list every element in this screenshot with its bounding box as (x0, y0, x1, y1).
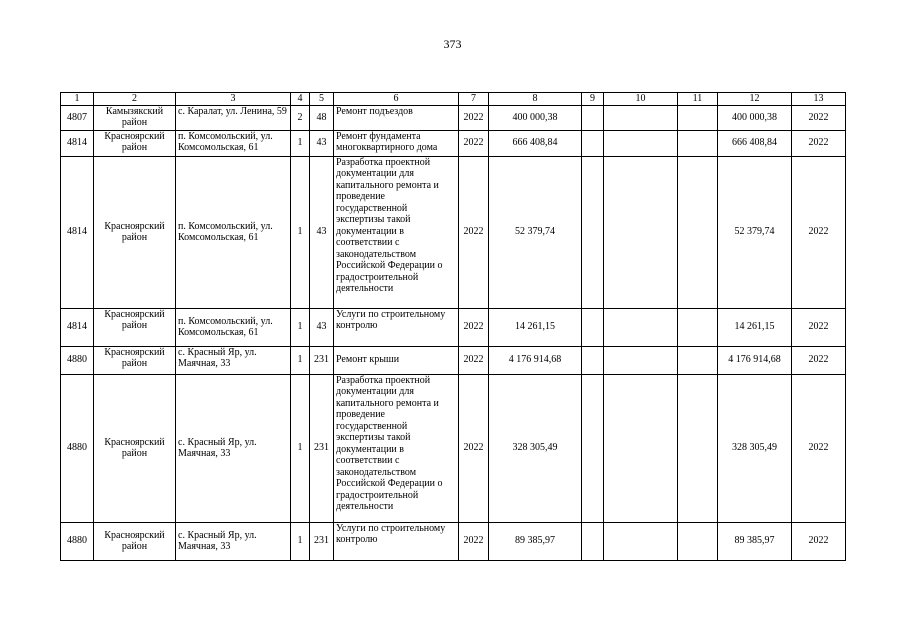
column-number: 4 (291, 93, 310, 106)
row-number: 4807 (61, 105, 94, 130)
column-number: 7 (459, 93, 489, 106)
amount-cell: 4 176 914,68 (489, 346, 582, 374)
address-cell: с. Красный Яр, ул. Маячная, 33 (176, 346, 291, 374)
column-number: 13 (792, 93, 846, 106)
table-row (61, 346, 846, 374)
table-row (61, 522, 846, 560)
col9-cell (582, 156, 604, 308)
col11-cell (678, 308, 718, 346)
column-number: 9 (582, 93, 604, 106)
table-row (61, 130, 846, 156)
row-number: 4814 (61, 308, 94, 346)
column-number: 6 (334, 93, 459, 106)
year2-cell: 2022 (792, 105, 846, 130)
total-cell: 89 385,97 (718, 522, 792, 560)
amount-cell: 328 305,49 (489, 374, 582, 522)
total-cell: 4 176 914,68 (718, 346, 792, 374)
col4-cell: 1 (291, 522, 310, 560)
col11-cell (678, 374, 718, 522)
col5-cell: 43 (310, 308, 334, 346)
col10-cell (604, 308, 678, 346)
total-cell: 52 379,74 (718, 156, 792, 308)
col9-cell (582, 105, 604, 130)
amount-cell: 89 385,97 (489, 522, 582, 560)
address-cell: п. Комсомольский, ул. Комсомольская, 61 (176, 308, 291, 346)
year-cell: 2022 (459, 522, 489, 560)
col10-cell (604, 346, 678, 374)
work-type-cell: Ремонт крыши (334, 346, 459, 374)
column-number: 11 (678, 93, 718, 106)
year2-cell: 2022 (792, 156, 846, 308)
col9-cell (582, 374, 604, 522)
address-cell: с. Каралат, ул. Ленина, 59 (176, 105, 291, 130)
col11-cell (678, 130, 718, 156)
col5-cell: 43 (310, 156, 334, 308)
row-number: 4814 (61, 130, 94, 156)
total-cell: 400 000,38 (718, 105, 792, 130)
column-number: 5 (310, 93, 334, 106)
year-cell: 2022 (459, 346, 489, 374)
col10-cell (604, 374, 678, 522)
district-cell: Красноярский район (94, 522, 176, 560)
col4-cell: 1 (291, 308, 310, 346)
table-row (61, 374, 846, 522)
work-type-cell: Ремонт фундамента многоквартирного дома (334, 130, 459, 156)
address-cell: п. Комсомольский, ул. Комсомольская, 61 (176, 156, 291, 308)
year-cell: 2022 (459, 156, 489, 308)
col5-cell: 231 (310, 374, 334, 522)
col4-cell: 1 (291, 156, 310, 308)
address-cell: с. Красный Яр, ул. Маячная, 33 (176, 522, 291, 560)
table-row (61, 308, 846, 346)
district-cell: Красноярский район (94, 130, 176, 156)
work-type-cell: Услуги по строительному контролю (334, 308, 459, 346)
work-type-cell: Услуги по строительному контролю (334, 522, 459, 560)
district-cell: Красноярский район (94, 156, 176, 308)
col11-cell (678, 522, 718, 560)
col9-cell (582, 130, 604, 156)
column-number: 12 (718, 93, 792, 106)
address-cell: с. Красный Яр, ул. Маячная, 33 (176, 374, 291, 522)
total-cell: 328 305,49 (718, 374, 792, 522)
column-number: 3 (176, 93, 291, 106)
year-cell: 2022 (459, 130, 489, 156)
column-number: 8 (489, 93, 582, 106)
column-number: 2 (94, 93, 176, 106)
col9-cell (582, 522, 604, 560)
col4-cell: 1 (291, 346, 310, 374)
year2-cell: 2022 (792, 374, 846, 522)
year2-cell: 2022 (792, 130, 846, 156)
row-number: 4880 (61, 522, 94, 560)
column-number: 1 (61, 93, 94, 106)
col10-cell (604, 522, 678, 560)
row-number: 4880 (61, 374, 94, 522)
col10-cell (604, 156, 678, 308)
amount-cell: 52 379,74 (489, 156, 582, 308)
col5-cell: 48 (310, 105, 334, 130)
district-cell: Красноярский район (94, 374, 176, 522)
address-cell: п. Комсомольский, ул. Комсомольская, 61 (176, 130, 291, 156)
col4-cell: 1 (291, 374, 310, 522)
amount-cell: 666 408,84 (489, 130, 582, 156)
district-cell: Красноярский район (94, 308, 176, 346)
table-row (61, 156, 846, 308)
col10-cell (604, 130, 678, 156)
col5-cell: 231 (310, 522, 334, 560)
row-number: 4880 (61, 346, 94, 374)
col4-cell: 2 (291, 105, 310, 130)
year2-cell: 2022 (792, 346, 846, 374)
repair-program-table (60, 92, 846, 561)
total-cell: 14 261,15 (718, 308, 792, 346)
column-number: 10 (604, 93, 678, 106)
col11-cell (678, 156, 718, 308)
total-cell: 666 408,84 (718, 130, 792, 156)
work-type-cell: Разработка проектной документации для капитального ремонта и проведение государственной экспертизы такой документации в соответствии с законодательством Российской Федерации о градостроительной деятельности (334, 374, 459, 522)
column-number-row (61, 93, 846, 106)
col4-cell: 1 (291, 130, 310, 156)
work-type-cell: Ремонт подъездов (334, 105, 459, 130)
year-cell: 2022 (459, 308, 489, 346)
page-number: 373 (443, 37, 462, 51)
col10-cell (604, 105, 678, 130)
year2-cell: 2022 (792, 522, 846, 560)
row-number: 4814 (61, 156, 94, 308)
amount-cell: 400 000,38 (489, 105, 582, 130)
col9-cell (582, 346, 604, 374)
year2-cell: 2022 (792, 308, 846, 346)
col11-cell (678, 346, 718, 374)
col9-cell (582, 308, 604, 346)
year-cell: 2022 (459, 374, 489, 522)
col5-cell: 43 (310, 130, 334, 156)
amount-cell: 14 261,15 (489, 308, 582, 346)
work-type-cell: Разработка проектной документации для капитального ремонта и проведение государственной экспертизы такой документации в соответствии с законодательством Российской Федерации о градостроительной деятельности (334, 156, 459, 308)
table-row (61, 105, 846, 130)
district-cell: Камызякский район (94, 105, 176, 130)
col5-cell: 231 (310, 346, 334, 374)
district-cell: Красноярский район (94, 346, 176, 374)
col11-cell (678, 105, 718, 130)
year-cell: 2022 (459, 105, 489, 130)
